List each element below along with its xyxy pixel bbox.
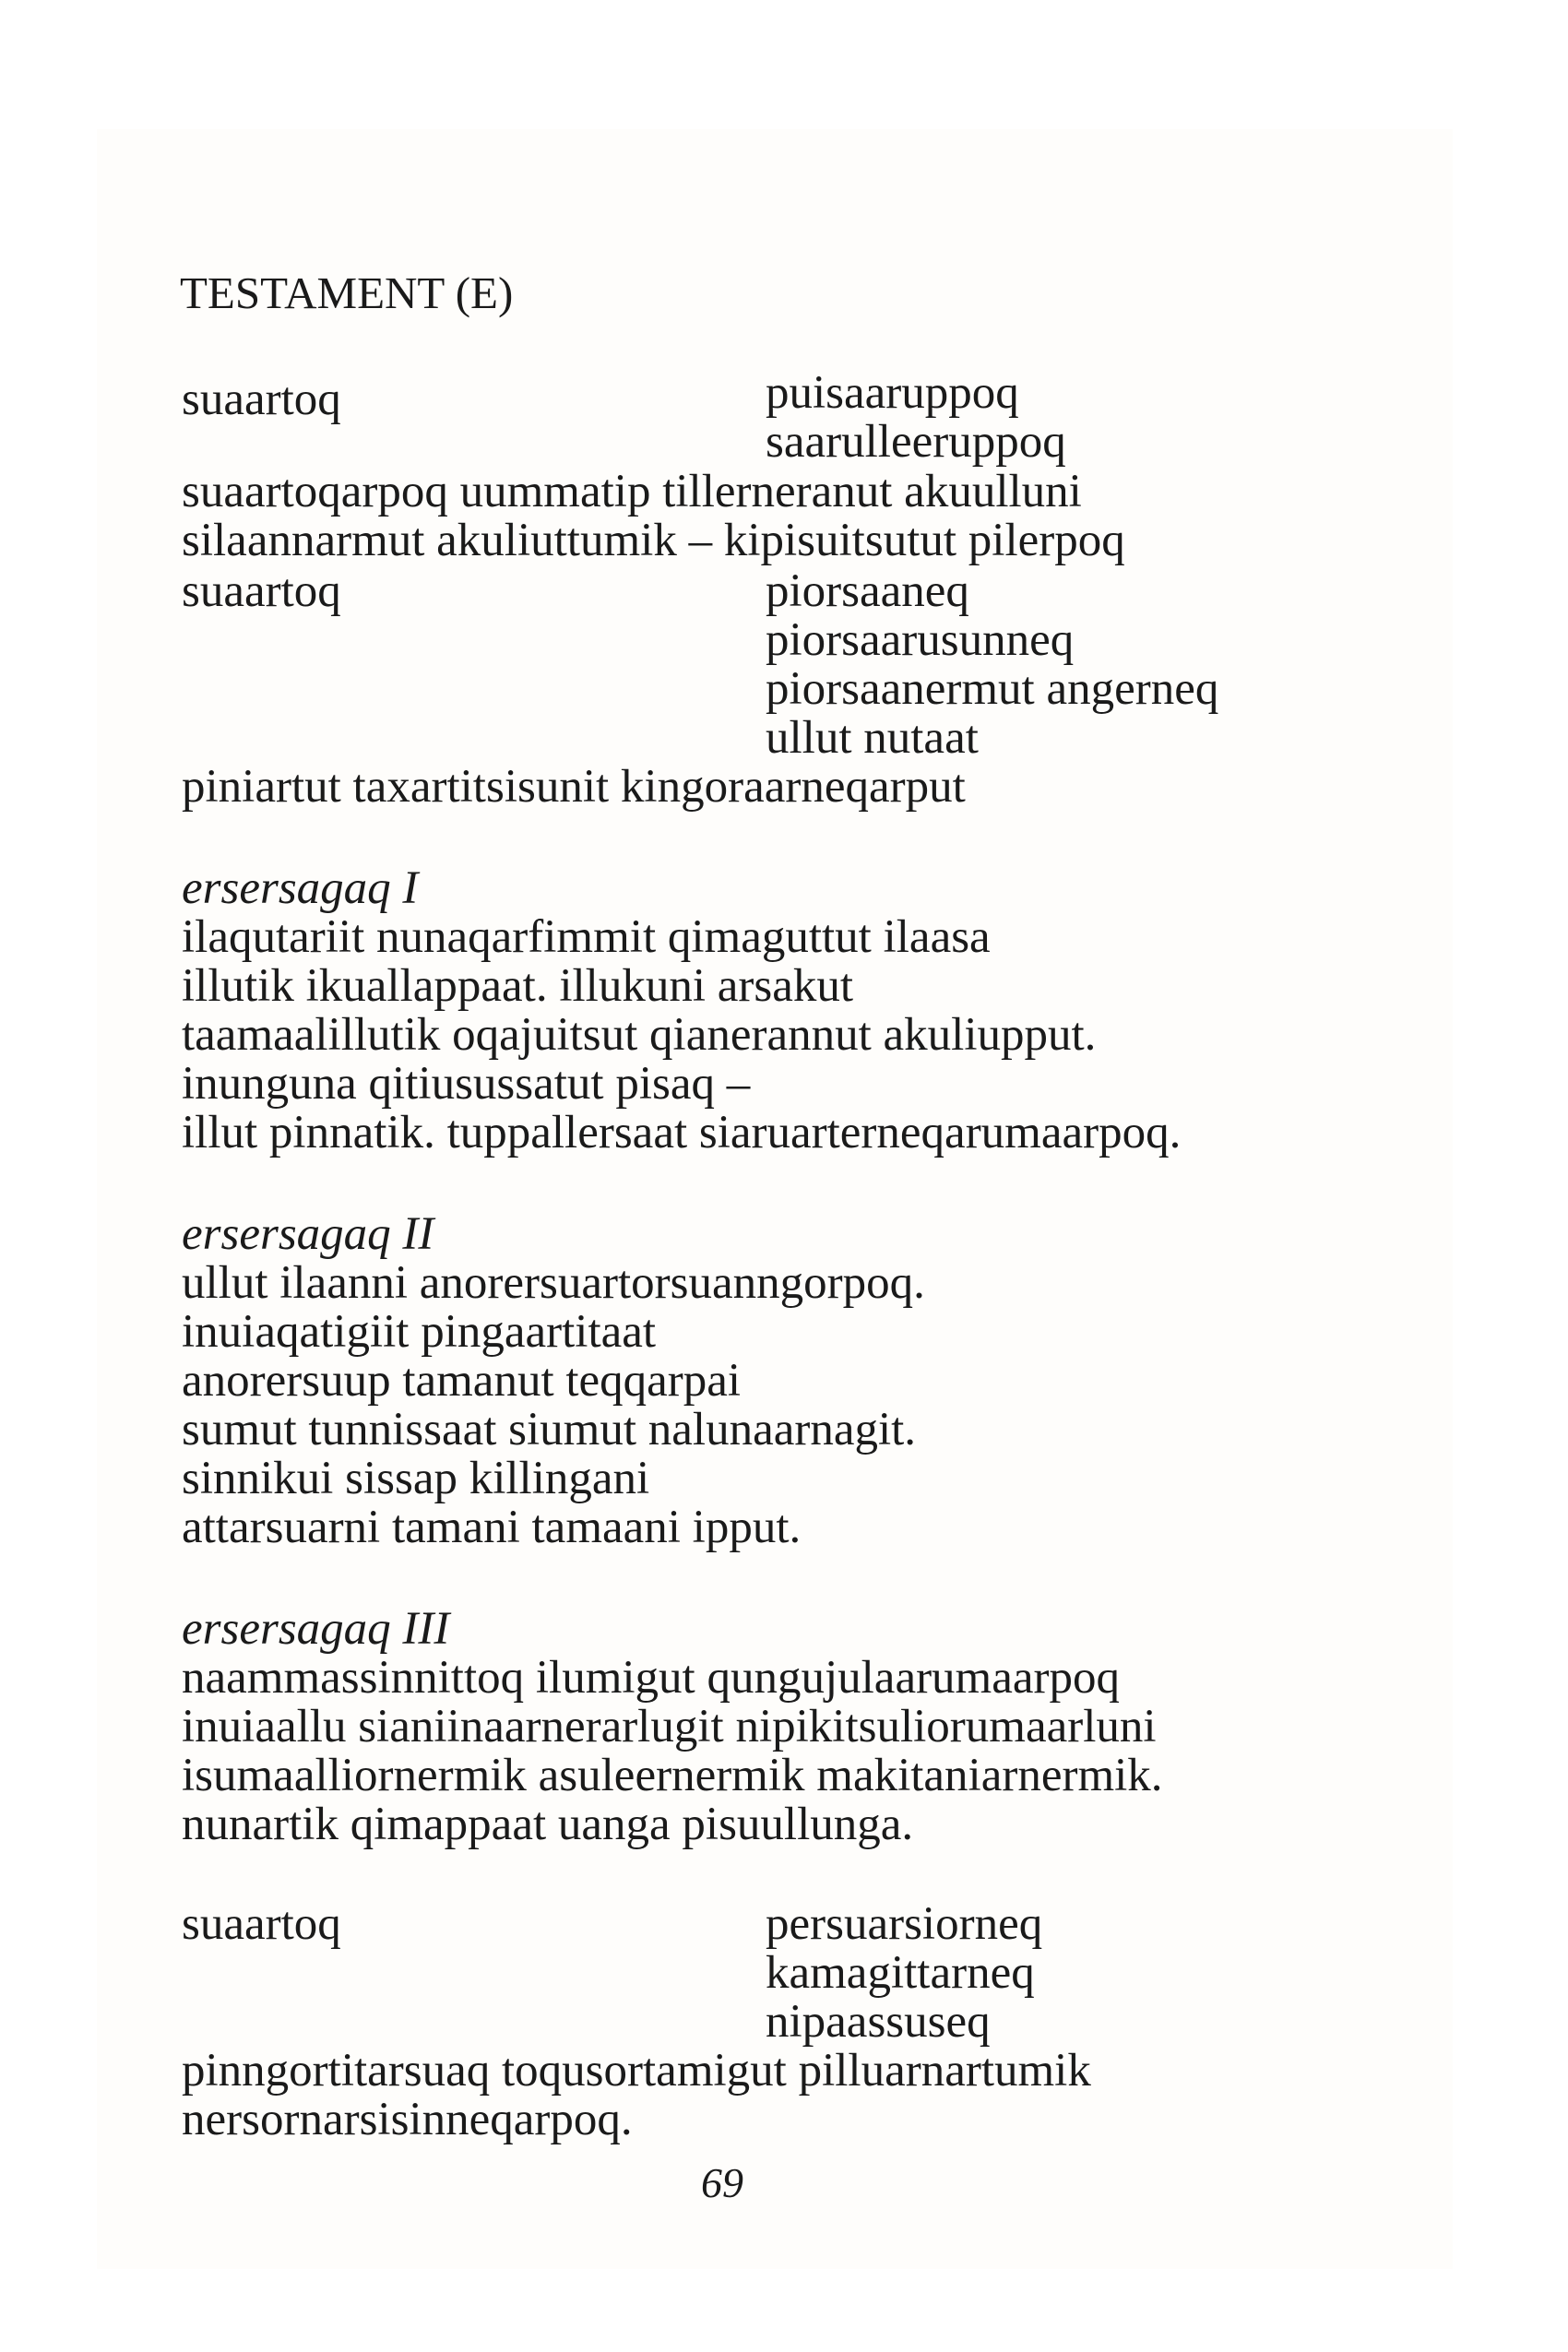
stanza-line: inuiaallu sianiinaarnerarlugit nipikitsuliorumaarluni (182, 1701, 1157, 1752)
block3-right-line: kamagittarneq (766, 1947, 1035, 1999)
stanza-line: ullut ilaanni anorersuartorsuanngorpoq. (182, 1257, 925, 1309)
block2-right-line: piorsaaneq (766, 565, 969, 617)
stanza-line: sumut tunnissaat siumut nalunaarnagit. (182, 1404, 917, 1455)
stanza-line: taamaalillutik oqajuitsut qianerannut akuliupput. (182, 1009, 1097, 1061)
block1-line: suaartoqarpoq uummatip tillerneranut akuulluni (182, 466, 1082, 517)
block3-line: pinngortitarsuaq toqusortamigut pilluarnartumik (182, 2045, 1091, 2097)
block1-right-line: puisaaruppoq (766, 367, 1019, 419)
page-title: TESTAMENT (E) (180, 267, 514, 318)
stanza-line: ilaqutariit nunaqarfimmit qimaguttut ilaasa (182, 911, 991, 963)
stanza-line: naammassinnittoq ilumigut qungujulaarumaarpoq (182, 1652, 1120, 1704)
block3-line: nersornarsisinneqarpoq. (182, 2094, 633, 2145)
block2-line: piniartut taxartitsisunit kingoraarneqarput (182, 761, 966, 813)
block1-line: silaannarmut akuliuttumik – kipisuitsutut pilerpoq (182, 515, 1125, 566)
block3-label: suaartoq (182, 1898, 341, 1950)
block2-right-line: piorsaanermut angerneq (766, 663, 1219, 715)
block2-right-line: ullut nutaat (766, 712, 979, 764)
block1-label: suaartoq (182, 374, 341, 425)
stanza-line: illutik ikuallappaat. illukuni arsakut (182, 960, 854, 1012)
stanza-line: illut pinnatik. tuppallersaat siaruarterneqarumaarpoq. (182, 1107, 1182, 1158)
stanza-line: sinnikui sissap killingani (182, 1453, 650, 1504)
stanza-heading: ersersagaq III (182, 1603, 450, 1655)
stanza-heading: ersersagaq II (182, 1208, 434, 1260)
stanza-line: inunguna qitiusussatut pisaq – (182, 1058, 751, 1110)
stanza-line: isumaalliornermik asuleernermik makitaniarnermik. (182, 1750, 1163, 1801)
stanza-line: attarsuarni tamani tamaani ipput. (182, 1502, 802, 1553)
stanza-line: nunartik qimappaat uanga pisuullunga. (182, 1799, 914, 1850)
block2-right-line: piorsaarusunneq (766, 614, 1075, 666)
block3-right-line: persuarsiorneq (766, 1898, 1043, 1950)
block1-right-line: saarulleeruppoq (766, 416, 1066, 468)
page-number: 69 (701, 2159, 743, 2206)
block3-right-line: nipaassuseq (766, 1996, 991, 2048)
stanza-line: inuiaqatigiit pingaartitaat (182, 1306, 657, 1358)
block2-label: suaartoq (182, 565, 341, 617)
stanza-line: anorersuup tamanut teqqarpai (182, 1355, 742, 1407)
stanza-heading: ersersagaq I (182, 862, 419, 914)
